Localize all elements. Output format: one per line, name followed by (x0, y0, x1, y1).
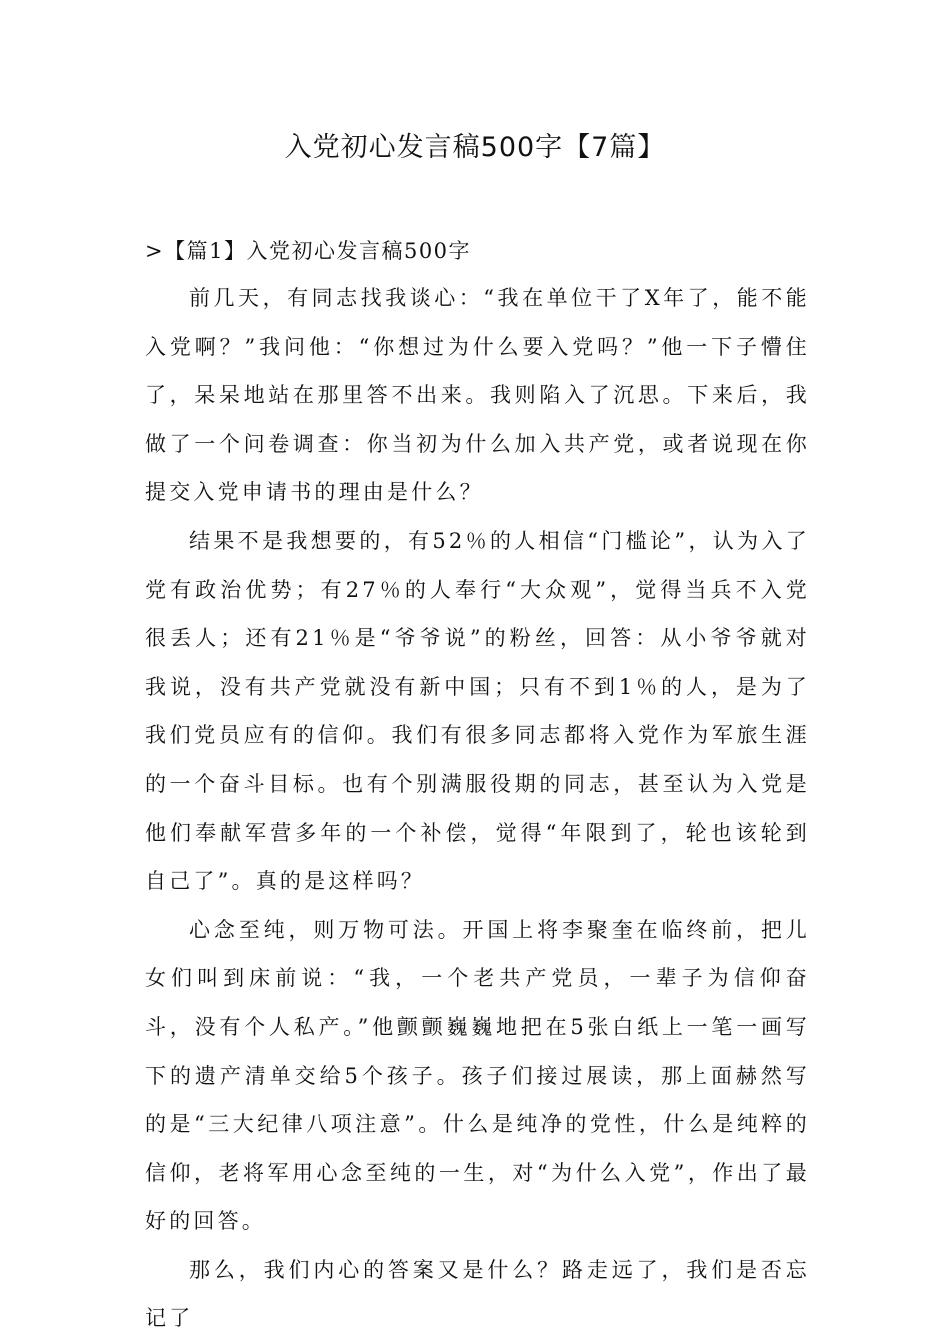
paragraph-3: 心念至纯，则万物可法。开国上将李聚奎在临终前，把儿女们叫到床前说：“我，一个老共产党员，一辈子为信仰奋斗，没有个人私产。”他颤颤巍巍地把在5张白纸上一笔一画写下的遗产清单交给5个孩子。孩子们接过展读，那上面赫然写的是“三大纪律八项注意”。什么是纯净的党性，什么是纯粹的信仰，老将军用心念至纯的一生，对“为什么入党”，作出了最好的回答。 (145, 917, 810, 1234)
section-heading: >【篇1】入党初心发言稿500字 (145, 239, 472, 263)
document-body (145, 228, 810, 1343)
paragraph-4: 那么，我们内心的答案又是什么？路走远了，我们是否忘记了 (145, 1257, 810, 1331)
paragraph-2: 结果不是我想要的，有52％的人相信“门槛论”，认为入了党有政治优势；有27％的人奉行“大众观”，觉得当兵不入党很丢人；还有21％是“爷爷说”的粉丝，回答：从小爷爷就对我说，没有共产党就没有新中国；只有不到1％的人，是为了我们党员应有的信仰。我们有很多同志都将入党作为军旅生涯的一个奋斗目标。也有个别满服役期的同志，甚至认为入党是他们奉献军营多年的一个补偿，觉得“年限到了，轮也该轮到自己了”。真的是这样吗？ (145, 528, 810, 894)
paragraph-1: 前几天，有同志找我谈心：“我在单位干了X年了，能不能入党啊？”我问他：“你想过为什么要入党吗？”他一下子懵住了，呆呆地站在那里答不出来。我则陷入了沉思。下来后，我做了一个问卷调查：你当初为什么加入共产党，或者说现在你提交入党申请书的理由是什么？ (145, 286, 810, 505)
document-title: 入党初心发言稿500字【7篇】 (284, 132, 666, 163)
